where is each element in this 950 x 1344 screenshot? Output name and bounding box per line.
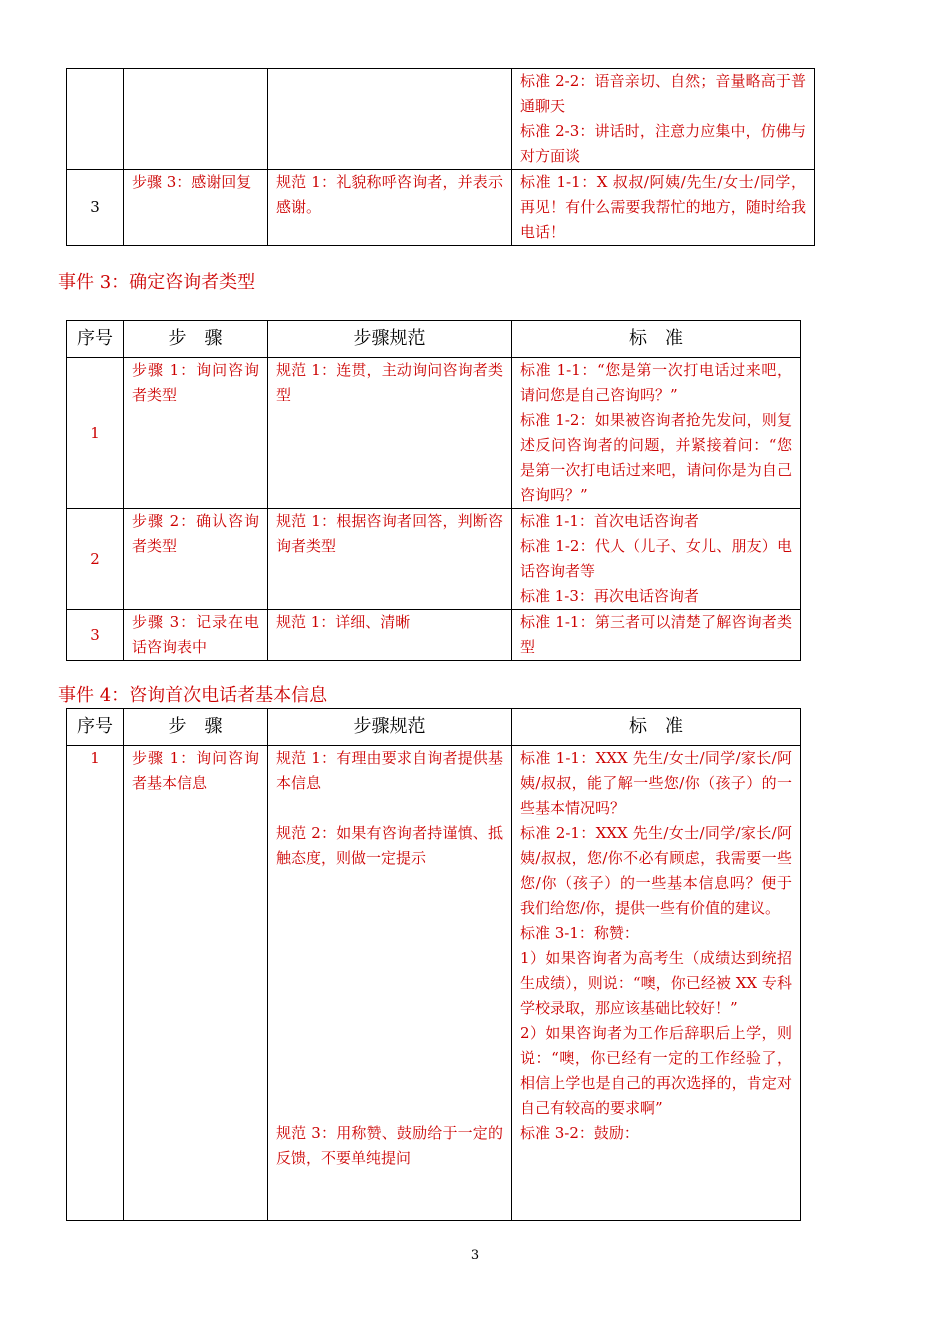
standard-line: 标准 2-1：XXX 先生/女士/同学/家长/阿姨/叔叔，您/你不必有顾虑，我需要一些您/你（孩子）的一些基本信息吗？便于我们给您/你，提供一些有价值的建议。 [520, 824, 792, 917]
row-number: 1 [67, 746, 124, 1221]
step-cell: 步骤 1：询问咨询者类型 [124, 358, 268, 509]
step-cell: 步骤 3：感谢回复 [124, 170, 268, 246]
row-number: 3 [67, 610, 124, 661]
row-number [67, 69, 124, 170]
standard-line: 标准 1-1：首次电话咨询者 [520, 512, 699, 530]
event3-table [66, 320, 801, 661]
norm-cell: 规范 1：详细、清晰 [268, 610, 512, 661]
standard-line: 标准 1-3：再次电话咨询者 [520, 587, 699, 605]
standard-line: 1）如果咨询者为高考生（成绩达到统招生成绩），则说：“噢，你已经被 XX 专科学校录取，那应该基础比较好！” [520, 949, 792, 1017]
standard-cell [512, 69, 815, 170]
table-row [67, 746, 801, 1221]
standard-line: 标准 2-3：讲话时，注意力应集中，仿佛与对方面谈 [520, 122, 806, 165]
norm-line: 规范 2：如果有咨询者持谨慎、抵触态度，则做一定提示 [276, 824, 503, 867]
standard-line: 标准 1-2：代人（儿子、女儿、朋友）电话咨询者等 [520, 537, 792, 580]
norm-cell [268, 746, 512, 1221]
header-standard: 标 准 [512, 321, 801, 358]
norm-line: 规范 3：用称赞、鼓励给于一定的反馈，不要单纯提问 [276, 1124, 503, 1167]
table-row [67, 610, 801, 661]
header-step: 步 骤 [124, 321, 268, 358]
header-norm: 步骤规范 [268, 709, 512, 746]
standard-line: 标准 1-2：如果被咨询者抢先发问，则复述反问咨询者的问题，并紧接着问：“您是第一次打电话过来吧，请问你是为自己咨询吗？” [520, 411, 792, 504]
event4-title: 事件 4：咨询首次电话者基本信息 [58, 685, 328, 706]
norm-cell: 规范 1：连贯，主动询问咨询者类型 [268, 358, 512, 509]
table-continuation [66, 68, 815, 246]
standard-cell [512, 610, 801, 661]
table-row [67, 509, 801, 610]
header-step: 步 骤 [124, 709, 268, 746]
standard-cell [512, 509, 801, 610]
table-row [67, 358, 801, 509]
page-number: 3 [470, 1248, 480, 1263]
standard-cell [512, 170, 815, 246]
table-header-row [67, 321, 801, 358]
row-number: 3 [67, 170, 124, 246]
step-cell: 步骤 3：记录在电话咨询表中 [124, 610, 268, 661]
header-num: 序号 [67, 709, 124, 746]
standard-line: 2）如果咨询者为工作后辞职后上学，则说：“噢，你已经有一定的工作经验了，相信上学也是自己的再次选择的，肯定对自己有较高的要求啊” [520, 1024, 792, 1117]
standard-cell [512, 358, 801, 509]
header-standard: 标 准 [512, 709, 801, 746]
step-cell [124, 69, 268, 170]
table-row [67, 69, 815, 170]
row-number: 1 [67, 358, 124, 509]
standard-line: 标准 3-2：鼓励： [520, 1124, 639, 1142]
step-cell: 步骤 1：询问咨询者基本信息 [124, 746, 268, 1221]
standard-line: 标准 1-1：XXX 先生/女士/同学/家长/阿姨/叔叔，能了解一些您/你（孩子）的一些基本情况吗？ [520, 749, 792, 817]
step-cell: 步骤 2：确认咨询者类型 [124, 509, 268, 610]
standard-line: 标准 1-1：X 叔叔/阿姨/先生/女士/同学，再见！有什么需要我帮忙的地方，随时给我电话！ [520, 173, 806, 241]
standard-line: 标准 2-2：语音亲切、自然；音量略高于普通聊天 [520, 72, 806, 115]
norm-cell: 规范 1：礼貌称呼咨询者，并表示感谢。 [268, 170, 512, 246]
header-num: 序号 [67, 321, 124, 358]
norm-cell [268, 69, 512, 170]
norm-line: 规范 1：有理由要求自询者提供基本信息 [276, 749, 503, 792]
standard-line: 标准 1-1：“您是第一次打电话过来吧，请问您是自己咨询吗？” [520, 361, 792, 404]
event3-title: 事件 3：确定咨询者类型 [58, 272, 256, 293]
row-number: 2 [67, 509, 124, 610]
header-norm: 步骤规范 [268, 321, 512, 358]
table-row [67, 170, 815, 246]
standard-line: 标准 1-1：第三者可以清楚了解咨询者类型 [520, 613, 792, 656]
table-header-row [67, 709, 801, 746]
standard-line: 标准 3-1：称赞： [520, 924, 639, 942]
event4-table [66, 708, 801, 1221]
norm-cell: 规范 1：根据咨询者回答，判断咨询者类型 [268, 509, 512, 610]
standard-cell [512, 746, 801, 1221]
